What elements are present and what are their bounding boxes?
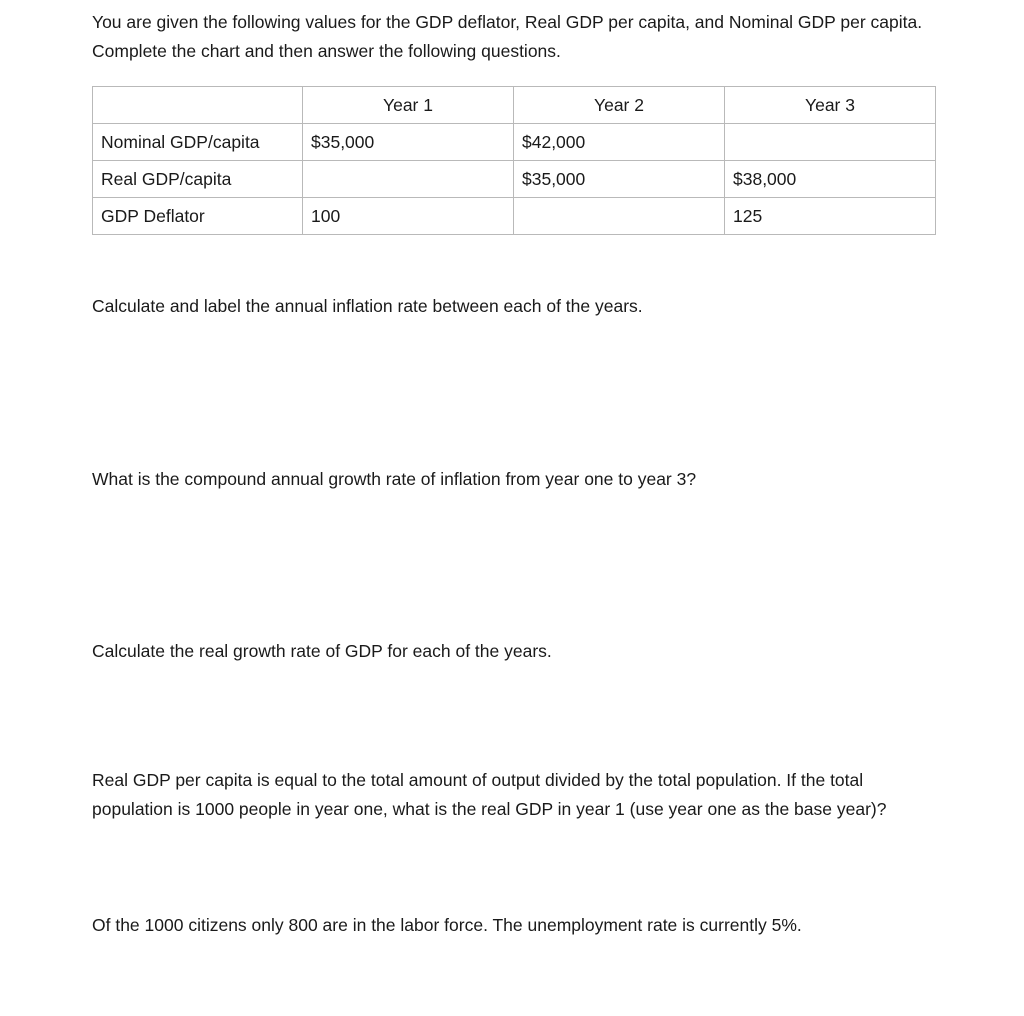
table-cell: 125 [725, 198, 936, 235]
row-label-gdp-deflator: GDP Deflator [93, 198, 303, 235]
table-cell: $35,000 [303, 124, 514, 161]
table-cell: $35,000 [514, 161, 725, 198]
question-compound-growth: What is the compound annual growth rate of inflation from year one to year 3? [92, 469, 697, 489]
statement-labor-force: Of the 1000 citizens only 800 are in the labor force. The unemployment rate is currently 5%. [92, 915, 802, 935]
header-cell-blank [93, 87, 303, 124]
question-inflation-rate: Calculate and label the annual inflation rate between each of the years. [92, 296, 643, 316]
table-cell: $38,000 [725, 161, 936, 198]
table-row [93, 198, 936, 235]
table-cell [514, 198, 725, 235]
row-label-real-gdp: Real GDP/capita [93, 161, 303, 198]
table-cell: 100 [303, 198, 514, 235]
header-cell-year-1: Year 1 [303, 87, 514, 124]
question-real-growth-rate: Calculate the real growth rate of GDP for each of the years. [92, 641, 552, 661]
gdp-table [92, 86, 936, 235]
table-header-row [93, 87, 936, 124]
header-cell-year-2: Year 2 [514, 87, 725, 124]
row-label-nominal-gdp: Nominal GDP/capita [93, 124, 303, 161]
intro-paragraph: You are given the following values for the GDP deflator, Real GDP per capita, and Nominal GDP per capita. Complete the chart and then answer the following questions. [92, 12, 923, 61]
question-real-gdp-year-1: Real GDP per capita is equal to the total amount of output divided by the total population. If the total population is 1000 people in year one, what is the real GDP in year 1 (use year one as the base year)? [92, 770, 887, 819]
table-cell: $42,000 [514, 124, 725, 161]
table-row [93, 161, 936, 198]
table-cell [303, 161, 514, 198]
header-cell-year-3: Year 3 [725, 87, 936, 124]
table-row [93, 124, 936, 161]
table-cell [725, 124, 936, 161]
